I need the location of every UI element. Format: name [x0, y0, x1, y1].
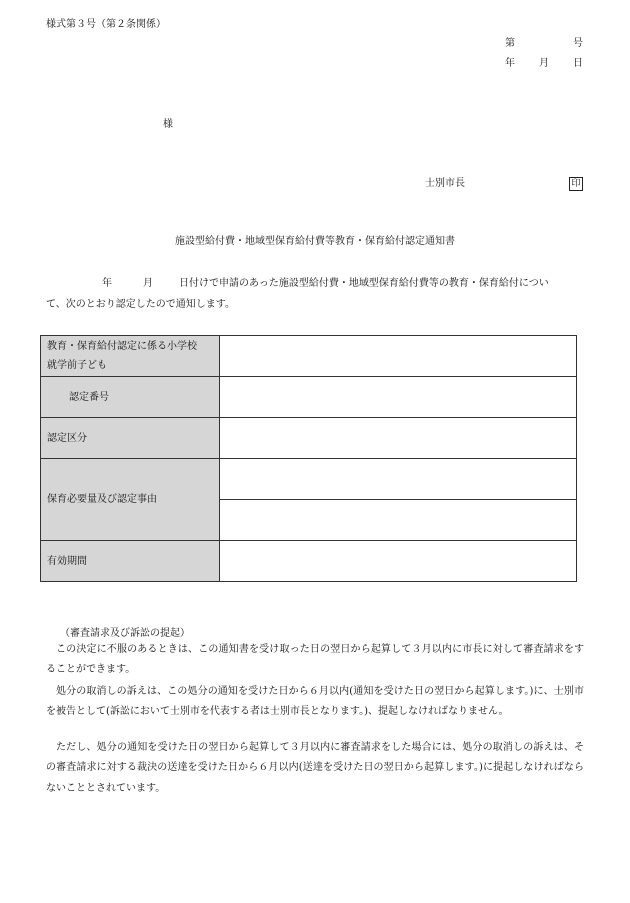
table-row	[41, 418, 577, 459]
intro-line-1	[102, 279, 549, 289]
number-suffix: 号	[573, 38, 583, 49]
value-cert-category	[220, 418, 577, 459]
certification-table	[40, 335, 577, 582]
table-row	[41, 541, 577, 582]
table-row	[41, 459, 577, 500]
value-childcare-need-2	[220, 500, 577, 541]
value-cert-number	[220, 377, 577, 418]
label-child	[41, 336, 220, 377]
number-prefix: 第	[505, 38, 515, 49]
date-line	[505, 59, 583, 69]
value-child	[220, 336, 577, 377]
label-child-line2: 就学前子ども	[47, 360, 107, 371]
addressee-honorific: 様	[163, 119, 173, 130]
date-year: 年	[505, 58, 515, 69]
document-number-line	[505, 39, 583, 49]
issuer-name: 士別市長	[425, 178, 465, 189]
label-cert-number: 認定番号	[41, 377, 220, 418]
intro-month: 月	[143, 278, 153, 289]
label-child-line1: 教育・保育給付認定に係る小学校	[47, 341, 197, 352]
intro-line-2: て、次のとおり認定したので通知します。	[46, 299, 235, 310]
label-validity-period: 有効期間	[41, 541, 220, 582]
notes-paragraph-1: この決定に不服のあるときは、この通知書を受け取った日の翌日から起算して３月以内に市長に対して審査請求をすることができます。	[46, 644, 584, 676]
table-row	[41, 336, 577, 377]
date-day: 日	[573, 58, 583, 69]
label-childcare-need: 保育必要量及び認定事由	[41, 459, 220, 541]
table-row	[41, 377, 577, 418]
notes-heading: （審査請求及び訴訟の提起）	[60, 628, 190, 639]
form-number: 様式第３号（第２条関係）	[46, 19, 166, 30]
value-childcare-need-1	[220, 459, 577, 500]
intro-year: 年	[102, 278, 112, 289]
value-validity-period	[220, 541, 577, 582]
intro-line1-text: 日付けで申請のあった施設型給付費・地域型保育給付費等の教育・保育給付につい	[179, 278, 549, 289]
seal-mark: 印	[569, 177, 583, 191]
notes-paragraph-3: ただし、処分の通知を受けた日の翌日から起算して３月以内に審査請求をした場合には、処分の取消しの訴えは、その審査請求に対する裁決の送達を受けた日から６月以内(送達を受けた日の翌日から起算します。)に提起しなければならないこととされています。	[46, 742, 584, 794]
document-title: 施設型給付費・地域型保育給付費等教育・保育給付認定通知書	[175, 236, 455, 247]
date-month: 月	[539, 58, 549, 69]
notes-paragraph-2: 処分の取消しの訴えは、この処分の通知を受けた日から６月以内(通知を受けた日の翌日から起算します。)に、士別市を被告として(訴訟において士別市を代表する者は士別市長となります。)、提起しなければなりません。	[46, 686, 584, 718]
label-cert-category: 認定区分	[41, 418, 220, 459]
